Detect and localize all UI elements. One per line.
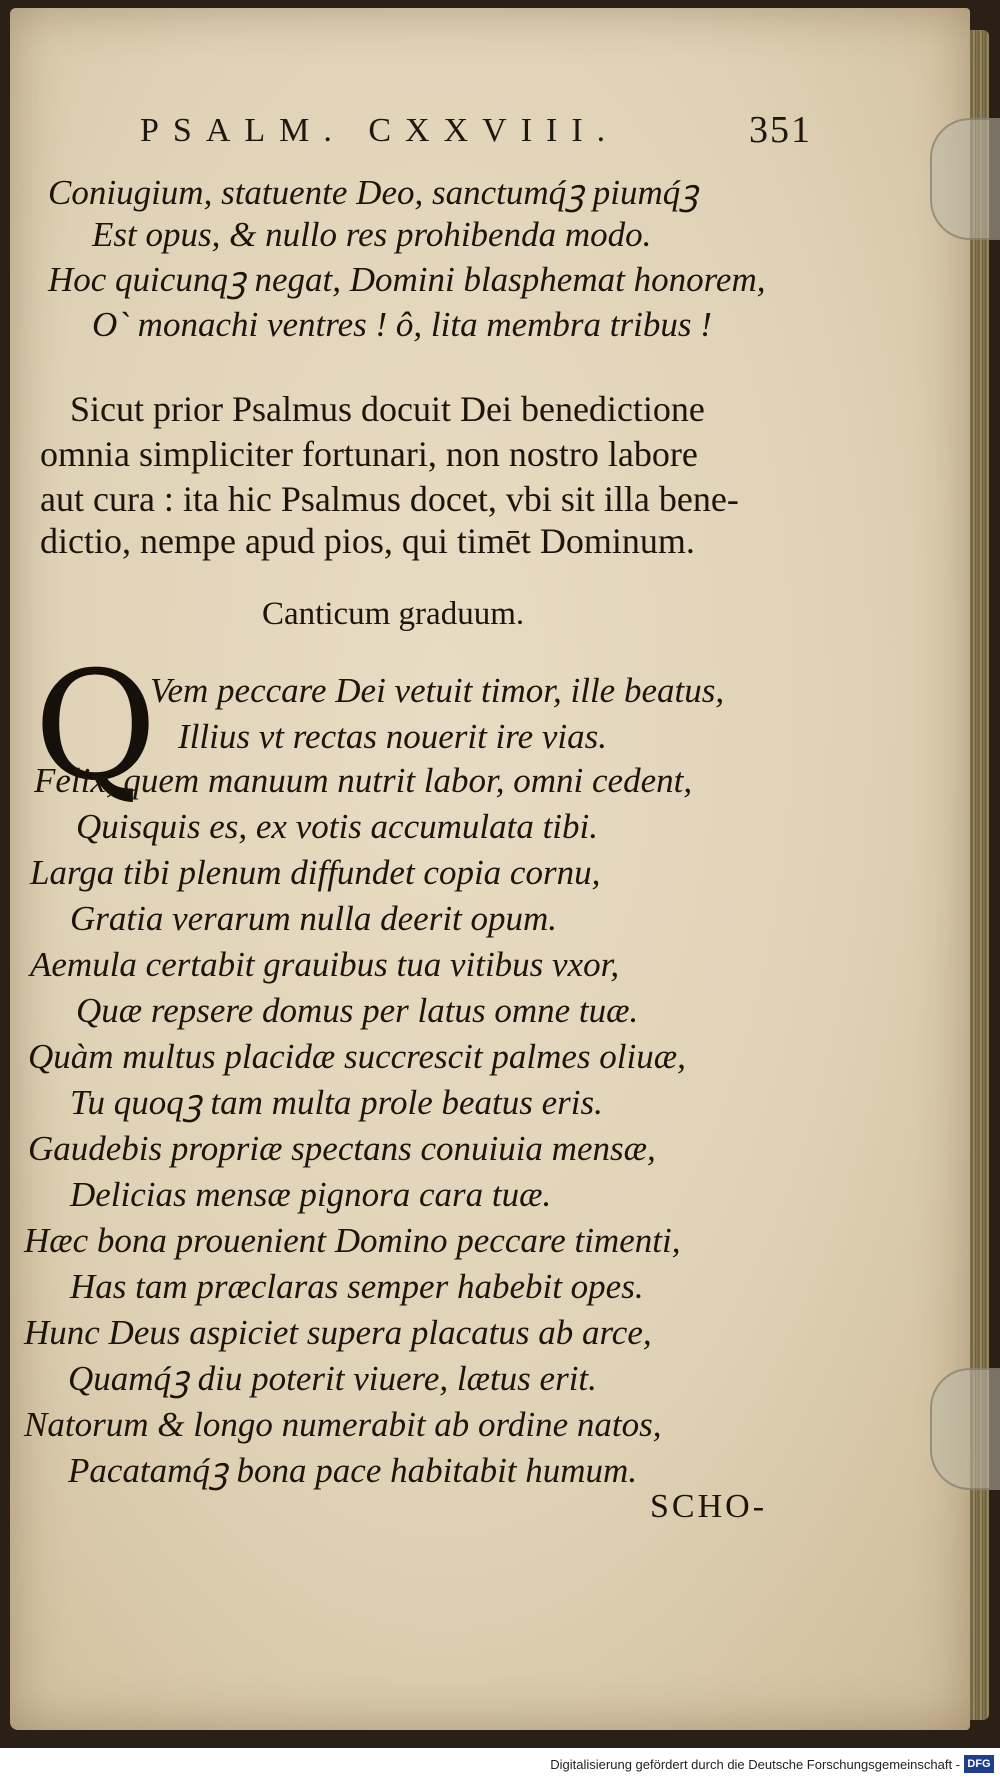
verse-line: Pacatamq́ꝫ bona pace habitabit humum.	[68, 1451, 638, 1490]
verse-line: Hæc bona prouenient Domino peccare timenti,	[24, 1221, 681, 1260]
catchword: SCHO-	[650, 1488, 768, 1525]
verse-line: Has tam præclaras semper habebit opes.	[70, 1267, 644, 1306]
verse-line: Delicias mensæ pignora cara tuæ.	[70, 1175, 552, 1214]
verse-line: Hunc Deus aspiciet supera placatus ab arce,	[24, 1313, 652, 1352]
drop-cap: Q	[34, 640, 157, 814]
verse-line: Gaudebis propriæ spectans conuiuia mensæ,	[28, 1129, 656, 1168]
psalm-heading: Canticum graduum.	[262, 596, 525, 632]
page-tab-top	[930, 118, 1000, 240]
verse-line: Quamq́ꝫ diu poterit viuere, lætus erit.	[68, 1359, 597, 1398]
verse-line: Felix, quem manuum nutrit labor, omni cedent,	[34, 761, 693, 800]
footer-bar	[0, 1748, 1000, 1782]
page-tab-bottom	[930, 1368, 1000, 1490]
footer-credit: Digitalisierung gefördert durch die Deutsche Forschungsgemeinschaft -	[550, 1757, 960, 1772]
verse-line: Aemula certabit grauibus tua vitibus vxor,	[30, 945, 620, 984]
argument-line: aut cura : ita hic Psalmus docet, vbi sit illa bene-	[40, 479, 739, 519]
verse-line: Natorum & longo numerabit ab ordine natos,	[24, 1405, 662, 1444]
verse-line: Quæ repsere domus per latus omne tuæ.	[76, 991, 639, 1030]
epigram-line: O` monachi ventres ! ô, lita membra tribus !	[92, 305, 712, 344]
epigram-line: Est opus, & nullo res prohibenda modo.	[92, 215, 652, 254]
verse-line: Quisquis es, ex votis accumulata tibi.	[76, 807, 599, 846]
argument-line: dictio, nempe apud pios, qui timēt Dominum.	[40, 521, 695, 561]
argument-line: omnia simpliciter fortunari, non nostro labore	[40, 434, 698, 474]
page-number: 351	[749, 109, 812, 151]
argument-line: Sicut prior Psalmus docuit Dei benedictione	[70, 389, 705, 429]
verse-line: Gratia verarum nulla deerit opum.	[70, 899, 558, 938]
verse-line: Tu quoqꝫ tam multa prole beatus eris.	[70, 1083, 603, 1122]
verse-line: Vem peccare Dei vetuit timor, ille beatus,	[150, 671, 725, 710]
verse-line: Larga tibi plenum diffundet copia cornu,	[30, 853, 601, 892]
running-header	[140, 109, 812, 162]
verse-line: Illius vt rectas nouerit ire vias.	[178, 717, 608, 756]
epigram-line: Coniugium, statuente Deo, sanctumq́ꝫ piumq́ꝫ	[48, 173, 699, 212]
dfg-logo: DFG	[964, 1755, 994, 1773]
running-title: PSALM. CXXVIII.	[140, 112, 620, 149]
verse-line: Quàm multus placidæ succrescit palmes oliuæ,	[28, 1037, 686, 1076]
epigram-line: Hoc quicunqꝫ negat, Domini blasphemat honorem,	[48, 260, 766, 299]
